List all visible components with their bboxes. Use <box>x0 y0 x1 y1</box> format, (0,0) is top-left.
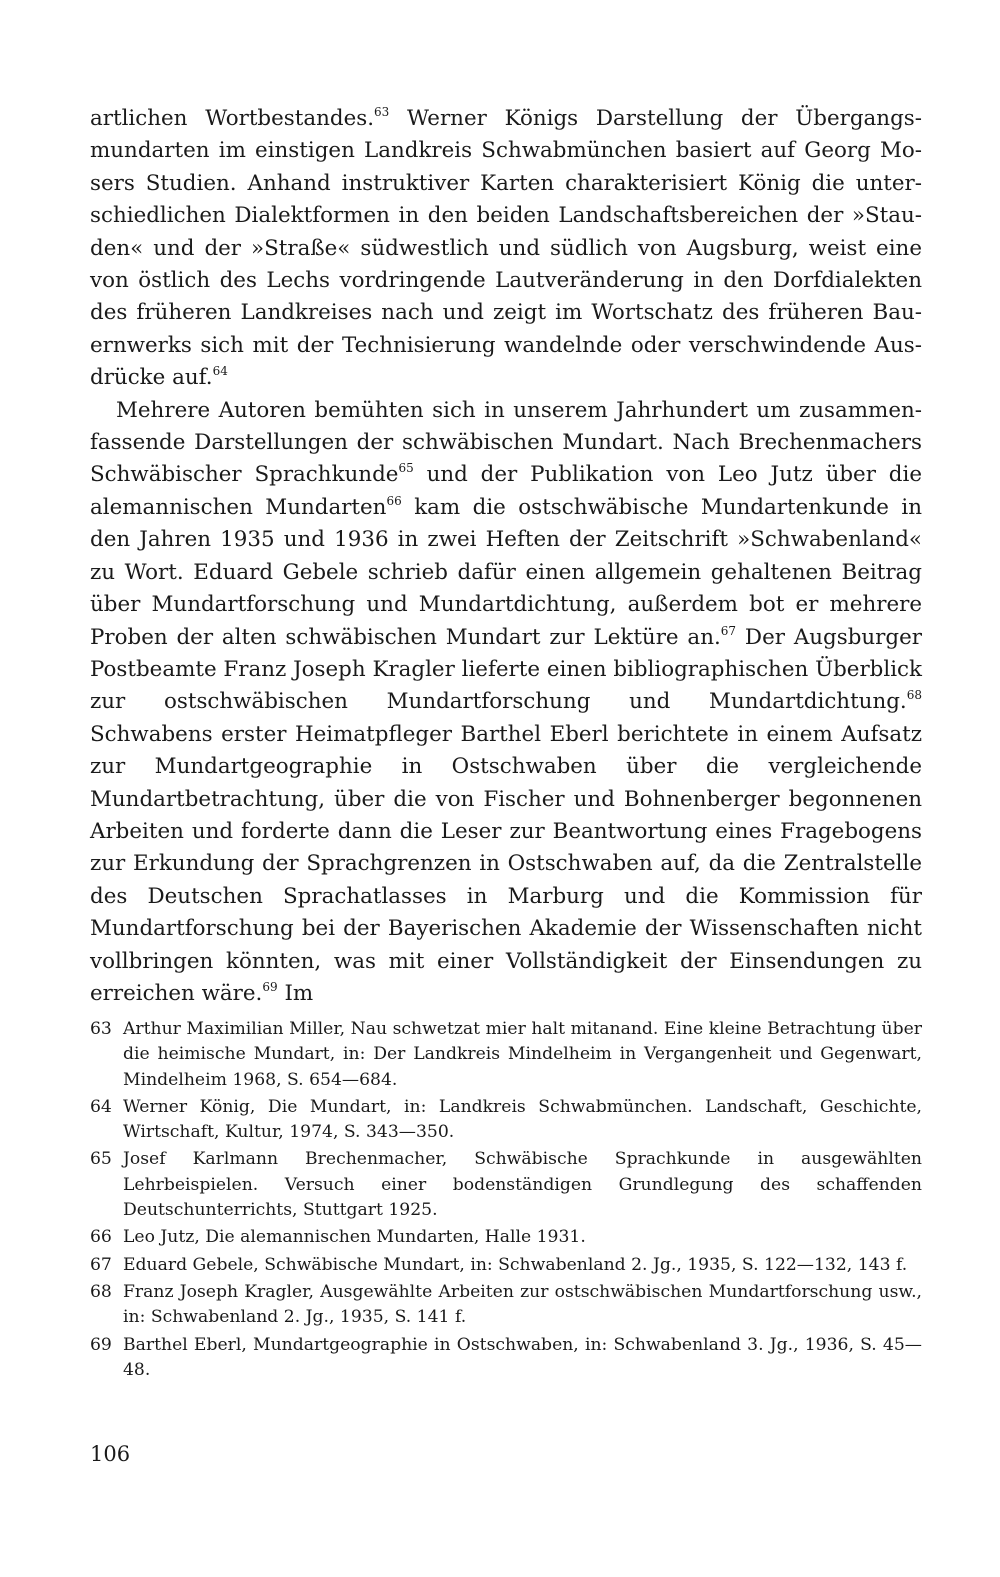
footnote-text: Arthur Maximilian Miller, Nau schwetzat mier halt mitanand. Eine kleine Betrachtung über die heimische Mundart, in: Der Landkreis Mindelheim in Vergangenheit und Gegenwart, Mindelheim 1968, S. 654—684. <box>123 1019 922 1090</box>
footnote-number: 66 <box>90 1227 112 1248</box>
footnote-63 <box>90 1017 922 1093</box>
footnote-ref-65: 65 <box>398 461 414 476</box>
paragraph-1 <box>90 103 922 395</box>
text-run: Werner Königs Darstellung der Übergangsmundarten im einstigen Landkreis Schwabmünchen basiert auf Georg Mosers Studien. Anhand instruktiver Karten charakterisiert König die unterschiedlichen Dialektformen in den beiden Landschaftsbereichen der »Stauden« und der »Straße« südwestlich und südlich von Augsburg, weist eine von östlich des Lechs vordringende Lautveränderung in den Dorfdialekten des früheren Landkreises nach und zeigt im Wortschatz des früheren Bauernwerks sich mit der Technisierung wandelnde oder verschwindende Ausdrücke auf. <box>90 106 922 391</box>
footnote-64 <box>90 1095 922 1146</box>
footnote-text: Eduard Gebele, Schwäbische Mundart, in: Schwabenland 2. Jg., 1935, S. 122—132, 143 f. <box>123 1254 908 1275</box>
footnote-ref-66: 66 <box>386 493 402 508</box>
footnote-66 <box>90 1225 922 1250</box>
footnote-text: Barthel Eberl, Mundartgeographie in Ostschwaben, in: Schwabenland 3. Jg., 1936, S. 45—48. <box>123 1334 922 1380</box>
text-run: und der Publikation von Leo Jutz über die alemannischen Mundarten <box>90 462 922 520</box>
text-run: kam die ostschwäbische Mundartenkunde in den Jahren 1935 und 1936 in zwei Heften der Zeitschrift »Schwabenland« zu Wort. Eduard Gebele schrieb dafür einen allgemein gehaltenen Beitrag über Mundartforschung und Mundartdichtung, außerdem bot er mehrere Proben der alten schwäbischen Mundart zur Lektüre an. <box>90 494 922 650</box>
text-run: artlichen Wortbestandes. <box>90 106 375 131</box>
footnote-text: Franz Joseph Kragler, Ausgewählte Arbeiten zur ostschwäbischen Mundartforschung usw., in: Schwabenland 2. Jg., 1935, S. 141 f. <box>123 1281 922 1328</box>
text-run: Schwabens erster Heimatpfleger Barthel Eberl berichtete in einem Aufsatz zur Mundartgeographie in Ostschwaben über die vergleichende Mundartbetrachtung, über die von Fischer und Bohnenberger begonnenen Arbeiten und forderte dann die Leser zur Beantwortung eines Fragebogens zur Erkundung der Sprachgrenzen in Ostschwaben auf, da die Zentralstelle des Deutschen Sprachatlasses in Marburg und die Kommission für Mundartforschung bei der Bayerischen Akademie der Wissenschaften nicht vollbringen könnten, was mit einer Vollständigkeit der Einsendungen zu erreichen wäre. <box>90 721 922 1006</box>
footnote-text: Werner König, Die Mundart, in: Landkreis Schwabmünchen. Landschaft, Geschichte, Wirtschaft, Kultur, 1974, S. 343—350. <box>123 1096 922 1143</box>
footnote-ref-69: 69 <box>262 979 278 994</box>
footnote-67 <box>90 1253 922 1278</box>
footnote-number: 68 <box>90 1281 112 1302</box>
footnotes <box>90 1017 922 1385</box>
footnote-number: 64 <box>90 1096 112 1117</box>
paragraph-2 <box>90 395 922 1011</box>
footnote-number: 67 <box>90 1254 112 1275</box>
text-run: Der Augsburger Postbeamte Franz Joseph Kragler lieferte einen bibliographischen Überblick zur ostschwäbischen Mundartforschung und Mundartdichtung. <box>90 624 922 715</box>
footnote-69 <box>90 1333 922 1384</box>
body-text <box>90 103 922 1010</box>
page-number: 106 <box>90 1442 131 1466</box>
footnote-ref-67: 67 <box>720 623 737 638</box>
footnote-number: 69 <box>90 1334 112 1355</box>
footnote-ref-63: 63 <box>374 105 390 119</box>
footnote-68 <box>90 1280 922 1331</box>
footnote-ref-64: 64 <box>212 364 228 379</box>
footnote-number: 65 <box>90 1149 112 1170</box>
text-run: Im <box>277 980 314 1006</box>
footnote-ref-68: 68 <box>906 688 922 703</box>
footnote-text: Josef Karlmann Brechenmacher, Schwäbische Sprachkunde in ausgewählten Lehrbeispielen. Versuch einer bodenständigen Grundlegung des schaffenden Deutschunterrichts, Stuttgart 1925. <box>123 1149 922 1221</box>
footnote-65 <box>90 1147 922 1223</box>
footnote-text: Leo Jutz, Die alemannischen Mundarten, Halle 1931. <box>123 1227 586 1248</box>
footnote-number: 63 <box>90 1019 112 1039</box>
text-run: Mehrere Autoren bemühten sich in unserem Jahrhundert um zusammenfassende Darstellungen der schwäbischen Mundart. Nach Brechenmachers Schwäbischer Sprachkunde <box>90 397 922 488</box>
